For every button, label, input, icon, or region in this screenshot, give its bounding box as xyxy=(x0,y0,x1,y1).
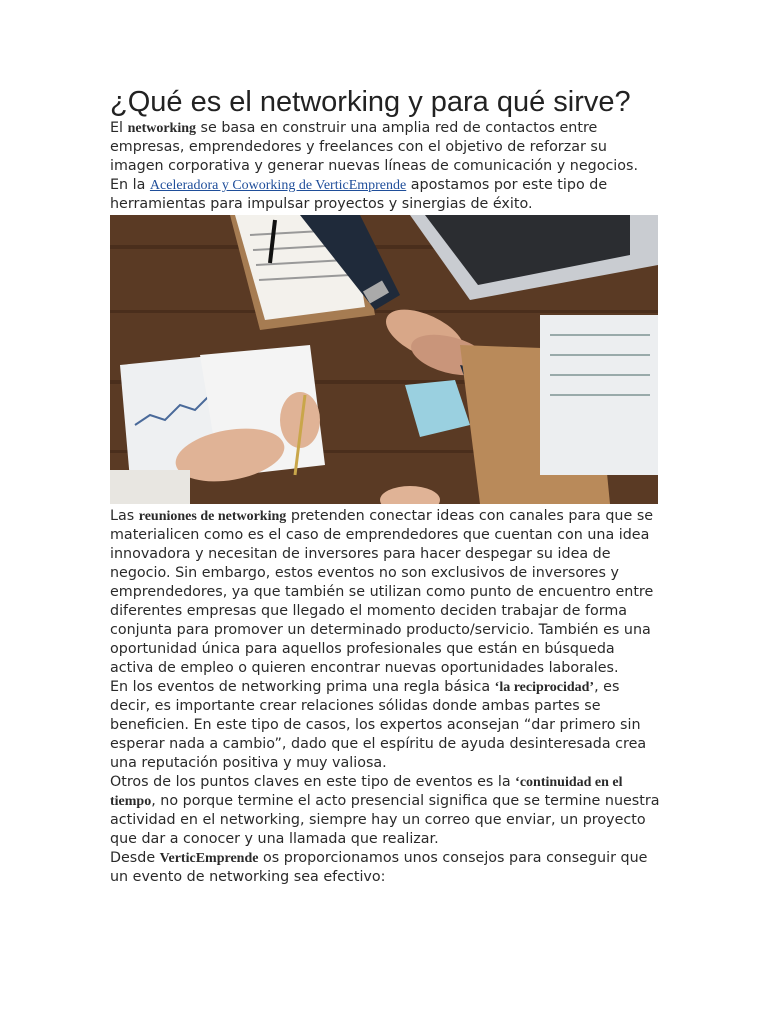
reciprocidad-term: ‘la reciprocidad’ xyxy=(494,680,595,695)
intro-paragraph xyxy=(110,119,660,214)
reuniones-text-start: Las xyxy=(110,508,139,524)
continuidad-text-end: , no porque termine el acto presencial significa que se termine nuestra actividad en el networking, siempre hay un correo que enviar, un proyecto que dar a conocer y una llamada que realizar. xyxy=(110,793,660,847)
reciprocidad-paragraph xyxy=(110,678,660,773)
continuidad-paragraph xyxy=(110,773,660,849)
continuidad-term: ‘continuidad en el tiempo xyxy=(110,775,623,809)
consejos-text-end: os proporcionamos unos consejos para conseguir que un evento de networking sea efectivo: xyxy=(110,850,648,885)
consejos-paragraph xyxy=(110,849,660,887)
reuniones-text-end: pretenden conectar ideas con canales para que se materialicen como es el caso de emprendedores que cuentan con una idea innovadora y necesitan de inversores para hacer despegar su idea de negocio. Sin embargo, estos eventos no son exclusivos de inversores y emprendedores, ya que también se utilizan como punto de encuentro entre diferentes empresas que llegado el momento deciden trabajar de forma conjunta para promover un determinado producto/servicio. También es una oportunidad única para aquellos profesionales que están en búsqueda activa de empleo o quieren encontrar nuevas oportunidades laborales. xyxy=(110,508,654,676)
reuniones-term: reuniones de networking xyxy=(138,509,287,524)
reciprocidad-text-start: En los eventos de networking prima una regla básica xyxy=(110,679,495,695)
verticemprende-term: VerticEmprende xyxy=(159,851,259,866)
aceleradora-link[interactable]: Aceleradora y Coworking de VerticEmprende xyxy=(149,178,407,193)
article xyxy=(110,86,660,887)
intro-text-start: El xyxy=(110,120,128,136)
reciprocidad-text-end: , es decir, es importante crear relaciones sólidas donde ambas partes se beneficien. En este tipo de casos, los expertos aconsejan “dar primero sin esperar nada a cambio”, dado que el espíritu de ayuda desinteresada crea una reputación positiva y muy valiosa. xyxy=(110,679,647,771)
intro-text-end: apostamos por este tipo de herramientas para impulsar proyectos y sinergias de éxito. xyxy=(110,177,608,212)
consejos-text-start: Desde xyxy=(110,850,160,866)
intro-text-middle: se basa en construir una amplia red de contactos entre empresas, emprendedores y freelances con el objetivo de reforzar su imagen corporativa y generar nuevas líneas de comunicación y negocios. En la xyxy=(110,120,639,193)
networking-term: networking xyxy=(127,121,197,136)
handshake-photo xyxy=(110,215,658,504)
continuidad-text-start: Otros de los puntos claves en este tipo de eventos es la xyxy=(110,774,516,790)
reuniones-paragraph xyxy=(110,507,660,678)
article-title: ¿Qué es el networking y para qué sirve? xyxy=(110,86,631,118)
